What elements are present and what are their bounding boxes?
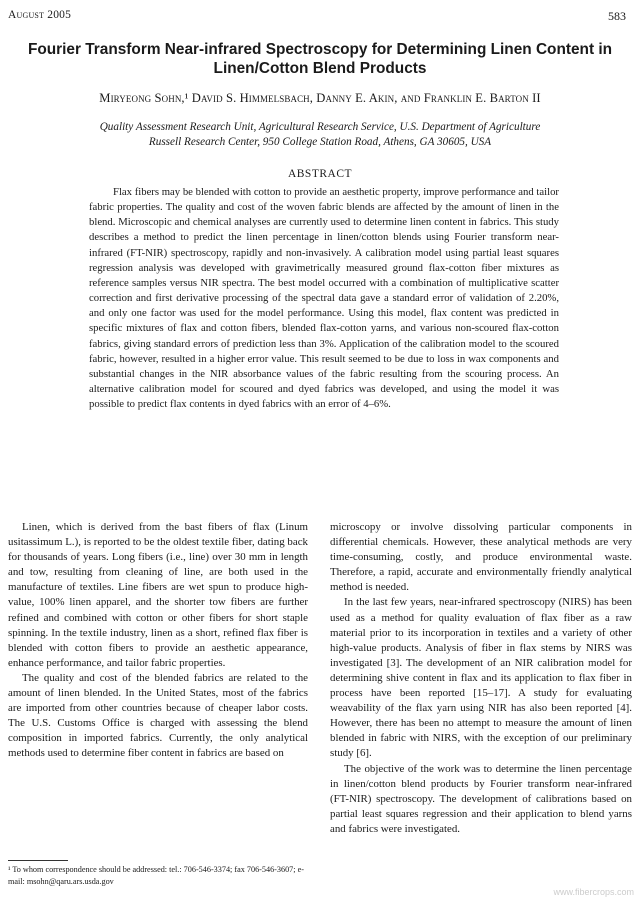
body-paragraph: microscopy or involve dissolving particular components in differential chemicals. However, these analytical methods are very time-consuming, costly, and produce environmental waste. Therefore, a rapid, accurate and environmentally friendly analytical method is needed. xyxy=(330,521,632,594)
body-column-right xyxy=(330,520,632,837)
abstract-paragraph: Flax fibers may be blended with cotton to provide an aesthetic property, improve performance and tailor fabric properties. The quality and cost of the woven fabric blends are affected by the amount of linen in the blend. Microscopic and chemical analyses are currently used to determine linen content in fabrics. This study describes a method to predict the linen percentage in linen/cotton blends using Fourier transform near-infrared (FT-NIR) spectroscopy, rapidly and non-invasively. A calibration model using partial least squares regression analysis was developed with gravimetrically measured ground flax-cotton fiber mixtures as reference samples versus NIR spectra. The best model occurred with a combination of multiplicative scatter correction and first derivative processing of the spectral data gave a standard error of validation of 2.20%, and only one factor was used for the model performance. Using this model, flax content was predicted in specific mixtures of flax and cotton fibers, blended flax-cotton yarns, and various non-scoured flax-cotton fabrics, giving standard errors of prediction less than 3%. Application of the calibration model to the scoured fabric, however, resulted in a higher error value. This result seemed to be due to loss in wax components and substantial changes in the NIR absorbance values of the fabric resulting from the scouring process. An alternative calibration model for scoured and dyed fabrics was developed, and using the model it was possible to predict flax contents in dyed fabrics with an error of 4–6%. xyxy=(89,186,559,411)
author-list: Miryeong Sohn,¹ David S. Himmelsbach, Danny E. Akin, and Franklin E. Barton II xyxy=(99,91,541,105)
paper-title: Fourier Transform Near-infrared Spectroscopy for Determining Linen Content in Linen/Cotton Blend Products xyxy=(27,41,613,77)
watermark: www.fibercrops.com xyxy=(553,887,634,897)
affiliation xyxy=(0,120,640,150)
footnote-rule xyxy=(8,860,68,861)
footnote: ¹ To whom correspondence should be addressed: tel.: 706-546-3374; fax 706-546-3607; e-mail: msohn@qaru.ars.usda.gov xyxy=(8,865,304,886)
page-number: 583 xyxy=(608,9,626,23)
affiliation-line-1: Quality Assessment Research Unit, Agricultural Research Service, U.S. Department of Agriculture xyxy=(99,121,541,133)
body-paragraph: The objective of the work was to determine the linen percentage in linen/cotton blend products by Fourier transform near-infrared (FT-NIR) spectroscopy. The development of calibrations based on partial least squares regression and their application to blend yarns and fabrics were investigated. xyxy=(330,762,632,835)
affiliation-line-2: Russell Research Center, 950 College Station Road, Athens, GA 30605, USA xyxy=(148,136,492,148)
body-paragraph: Linen, which is derived from the bast fibers of flax (Linum usitassimum L.), is reported to be the oldest textile fiber, dating back for thousands of years. Long fibers (i.e., line) over 30 mm in length and tow, resulting from cleaning of line, are both used in the manufacture of textiles. Line fibers are wet spun to produce high-value, 100% linen apparel, and the shorter tow fibers are further refined and combined with cotton or other fibers for short staple spinning. In the textile industry, linen as a short, refined flax fiber is blended with cotton fibers to provide an aesthetic appearance, enhance performance, and tailor fabric properties. xyxy=(8,521,308,669)
running-header-date: August 2005 xyxy=(8,9,72,21)
abstract-body xyxy=(89,185,559,412)
body-column-left xyxy=(8,520,308,762)
body-paragraph: The quality and cost of the blended fabrics are related to the amount of linen blended. In the United States, most of the fabrics are imported from other countries because of cheaper labor costs. The U.S. Customs Office is charged with assessing the blend composition in imported fabrics. Currently, the only analytical methods used to determine fiber content in fabrics are based on xyxy=(8,671,308,760)
body-paragraph: In the last few years, near-infrared spectroscopy (NIRS) has been used as a method for quality evaluation of flax fiber as a raw material prior to its incorporation in textiles and a variety of other high-value products. Analysis of fiber in flax stems by NIRS was investigated [3]. The development of an NIR calibration model for determining shive content in flax and its application to flax fiber in process have been reported [15–17]. A study for evaluating weavability of the flax yarn using NIR has also been reported [4]. However, there has been no attempt to measure the amount of linen blended in fabric with NIRS, with the exception of our preliminary study [6]. xyxy=(330,596,632,760)
abstract-heading: ABSTRACT xyxy=(287,168,353,180)
